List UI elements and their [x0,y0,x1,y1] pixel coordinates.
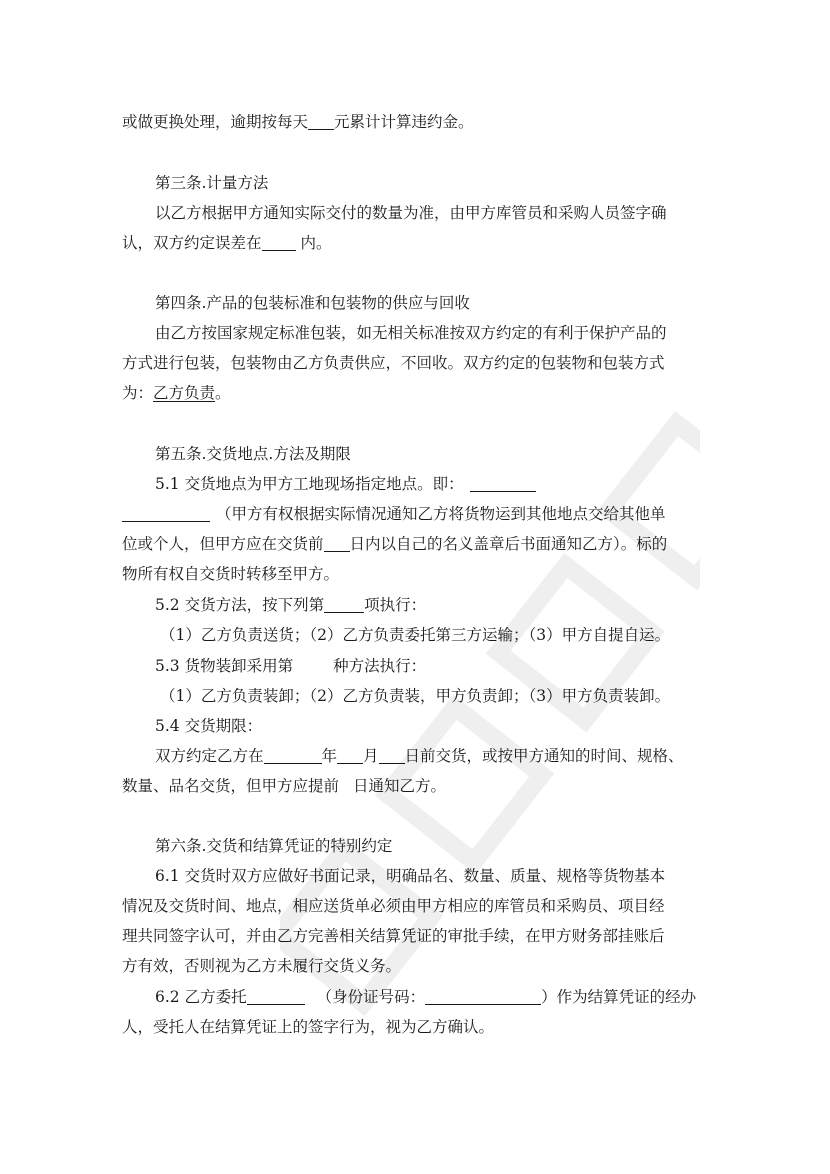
paragraph-line: 认，双方约定误差在 内。 [122,234,332,252]
blank-field [470,475,536,492]
filled-value: 乙方负责 [153,384,216,402]
paragraph-line: 双方约定乙方在 年 月 日前交货，或按甲方通知的时间、规格、 [155,747,684,765]
paragraph-line: （甲方有权根据实际情况通知乙方将货物运到其他地点交给其他单 [122,504,666,524]
paragraph-line: 方式进行包装，包装物由乙方负责供应，不回收。双方约定的包装物和包装方式 [122,354,665,372]
paragraph-line: 为：乙方负责。 [122,384,231,402]
paragraph-line: 理共同签字认可，并由乙方完善相关结算凭证的审批手续，在甲方财务部挂账后 [122,927,665,945]
section-4-title: 第四条.产品的包装标准和包装物的供应与回收 [155,294,470,312]
section-6-title: 第六条.交货和结算凭证的特别约定 [155,837,393,855]
paragraph-line: 人，受托人在结算凭证上的签字行为，视为乙方确认。 [122,1018,495,1036]
blank-field [324,535,350,552]
paragraph-line: 数量、品名交货，但甲方应提前 日通知乙方。 [122,777,447,795]
blank-field [122,505,210,522]
paragraph-line: 以乙方根据甲方通知实际交付的数量为准，由甲方库管员和采购人员签字确 [155,204,667,222]
paragraph-line: 位或个人，但甲方应在交货前 日内以自己的名义盖章后书面通知乙方）。标的 [122,535,668,553]
section-5-title: 第五条.交货地点.方法及期限 [155,445,351,463]
blank-field [324,596,364,613]
blank-field [308,113,334,130]
paragraph-line: 5.2 交货方法，按下列第 项执行： [155,596,427,614]
paragraph-line: 或做更换处理，逾期按每天 元累计计算违约金。 [122,113,474,131]
paragraph-line: 6.2 乙方委托 （身份证号码： ）作为结算凭证的经办 [155,988,697,1006]
blank-field [262,234,296,251]
paragraph-line: 由乙方按国家规定标准包装，如无相关标准按双方约定的有利于保护产品的 [155,324,667,342]
blank-field [425,988,541,1005]
paragraph-line: 5.4 交货期限： [155,717,263,735]
blank-field [379,747,405,764]
section-3-title: 第三条.计量方法 [155,174,269,192]
paragraph-line: 5.1 交货地点为甲方工地现场指定地点。即： [155,474,536,494]
blank-field [337,747,363,764]
options-line: （1）乙方负责装卸；（2）乙方负责装，甲方负责卸；（3）甲方负责装卸。 [160,687,671,705]
paragraph-line: 方有效，否则视为乙方未履行交货义务。 [122,957,402,975]
blank-field [247,988,305,1005]
paragraph-line: 5.3 货物装卸采用第 种方法执行： [155,657,427,675]
blank-field [264,747,322,764]
paragraph-line: 物所有权自交货时转移至甲方。 [122,565,340,583]
paragraph-line: 情况及交货时间、地点，相应送货单必须由甲方相应的库管员和采购员、项目经 [122,897,665,915]
paragraph-line: 6.1 交货时双方应做好书面记录，明确品名、数量、质量、规格等货物基本 [155,867,666,885]
options-line: （1）乙方负责送货；（2）乙方负责委托第三方运输；（3）甲方自提自运。 [160,626,671,644]
